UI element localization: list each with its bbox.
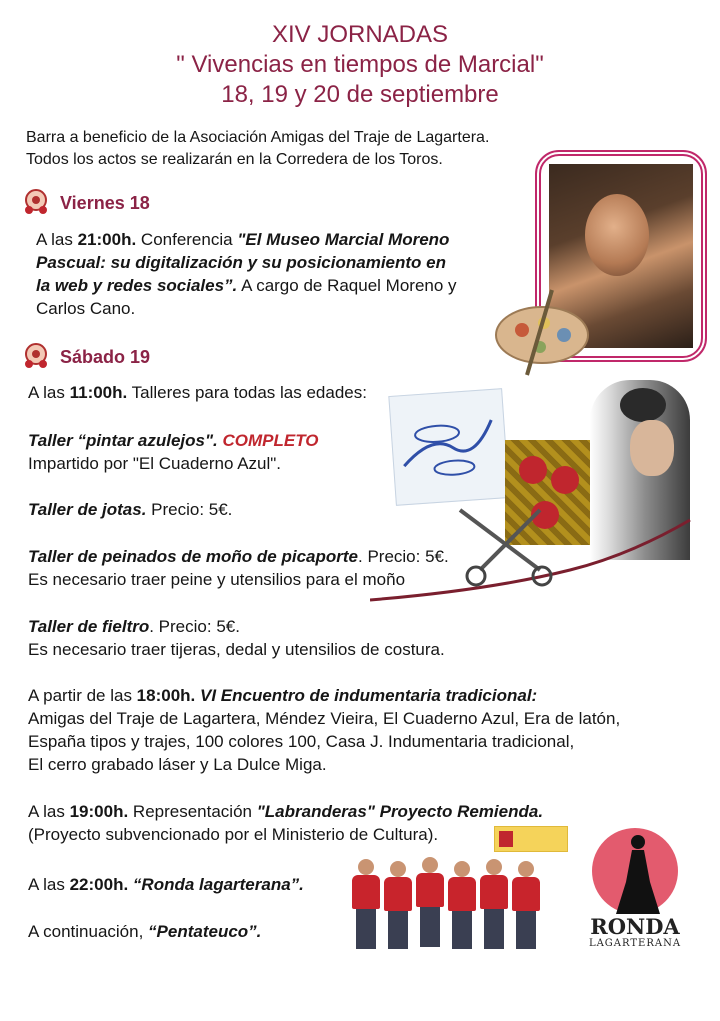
text: Conferencia (136, 230, 238, 249)
taller-peinados (28, 545, 449, 568)
text: A cargo de Raquel Moreno y (237, 276, 457, 295)
musician-pants (452, 911, 472, 949)
taller-azulejos-sub: Impartido por "El Cuaderno Azul". (28, 454, 282, 473)
taller-fieltro (28, 615, 240, 638)
event-title: "Labranderas" Proyecto Remienda. (256, 802, 544, 821)
event-title: “Ronda lagarterana”. (128, 875, 304, 894)
text: Talleres para todas las edades: (127, 383, 367, 402)
conference-title: "El Museo Marcial Moreno (237, 230, 450, 249)
text: A las (28, 875, 70, 894)
text: A las (36, 230, 78, 249)
woman-face (630, 420, 674, 476)
conference-title: la web y redes sociales”. (36, 276, 238, 295)
musician-pants (356, 909, 376, 949)
hair-bun (620, 388, 666, 422)
viernes-line-1 (36, 228, 449, 251)
encuentro-line-2: Amigas del Traje de Lagartera, Méndez Vieira, El Cuaderno Azul, Era de latón, (28, 709, 621, 728)
time: 19:00h. (69, 802, 129, 821)
intro-line-2: Todos los actos se realizarán en la Corredera de los Toros. (26, 151, 443, 168)
continuacion-line (28, 920, 261, 943)
musicians-photo (346, 855, 546, 955)
musician-head (454, 861, 470, 877)
palette-icon (492, 285, 602, 380)
musician-head (486, 859, 502, 875)
musician-pants (484, 909, 504, 949)
time: 22:00h. (69, 875, 129, 894)
event-title: XIV JORNADAS (271, 21, 449, 48)
taller-fieltro-sub: Es necesario traer tijeras, dedal y utensilios de costura. (28, 640, 445, 659)
taller-azulejos (28, 429, 319, 452)
azulejo-tile-image (388, 388, 509, 506)
ronda-line (28, 873, 304, 896)
musician-shirt (384, 877, 412, 911)
logo-title: RONDA (590, 914, 680, 939)
representacion-line (28, 800, 543, 823)
price: . Precio: 5€. (358, 547, 449, 566)
event-title: VI Encuentro de indumentaria tradicional: (195, 686, 538, 705)
encuentro-line-3: España tipos y trajes, 100 colores 100, Casa J. Indumentaria tradicional, (28, 732, 575, 751)
text: A las (28, 802, 70, 821)
flower-icon (20, 342, 52, 370)
event-dates: 18, 19 y 20 de septiembre (221, 81, 499, 108)
musician-shirt (480, 875, 508, 909)
intro-line-1: Barra a beneficio de la Asociación Amigas del Traje de Lagartera. (26, 129, 490, 146)
workshop-title: Taller de fieltro (28, 617, 150, 636)
musician-head (422, 857, 438, 873)
dancer-silhouette-icon (606, 832, 666, 922)
musician-shirt (416, 873, 444, 907)
text: Representación (128, 802, 257, 821)
musician-shirt (448, 877, 476, 911)
time: 21:00h. (77, 230, 137, 249)
text: A partir de las (28, 686, 137, 705)
musician-head (358, 859, 374, 875)
encuentro-line-1 (28, 684, 537, 707)
price: Precio: 5€. (146, 500, 233, 519)
day-heading-sabado: Sábado 19 (60, 347, 151, 367)
workshop-title: Taller “pintar azulejos". (28, 431, 218, 450)
viernes-line-3 (36, 274, 457, 297)
musician-head (390, 861, 406, 877)
day-heading-viernes: Viernes 18 (60, 193, 150, 213)
taller-peinados-sub: Es necesario traer peine y utensilios para el moño (28, 570, 406, 589)
flower-icon (20, 188, 52, 216)
workshop-title: Taller de jotas. (28, 500, 147, 519)
workshop-title: Taller de peinados de moño de picaporte (28, 547, 358, 566)
text: A continuación, (28, 922, 149, 941)
event-subtitle: " Vivencias en tiempos de Marcial" (176, 51, 544, 78)
ronda-lagarterana-logo (582, 828, 688, 958)
musician-pants (420, 907, 440, 947)
encuentro-line-4: El cerro grabado láser y La Dulce Miga. (28, 755, 327, 774)
status-badge: COMPLETO (222, 431, 319, 450)
musician-head (518, 861, 534, 877)
viernes-line-4: Carlos Cano. (36, 299, 136, 318)
musician-pants (388, 911, 408, 949)
dragonfly-icon (389, 389, 508, 505)
talleres-intro (28, 381, 367, 404)
text: A las (28, 383, 70, 402)
taller-jotas (28, 498, 232, 521)
time: 11:00h. (69, 383, 128, 402)
price: . Precio: 5€. (149, 617, 240, 636)
spain-flag-icon (499, 831, 513, 847)
portrait-face (585, 194, 649, 276)
ministerio-logo (494, 826, 568, 852)
musician-pants (516, 911, 536, 949)
representacion-sub: (Proyecto subvencionado por el Ministerio de Cultura). (28, 825, 439, 844)
time: 18:00h. (136, 686, 196, 705)
viernes-line-2: Pascual: su digitalización y su posicionamiento en (36, 253, 446, 272)
logo-subtitle: LAGARTERANA (588, 938, 682, 949)
musician-shirt (512, 877, 540, 911)
musician-shirt (352, 875, 380, 909)
event-title: “Pentateuco”. (148, 922, 262, 941)
